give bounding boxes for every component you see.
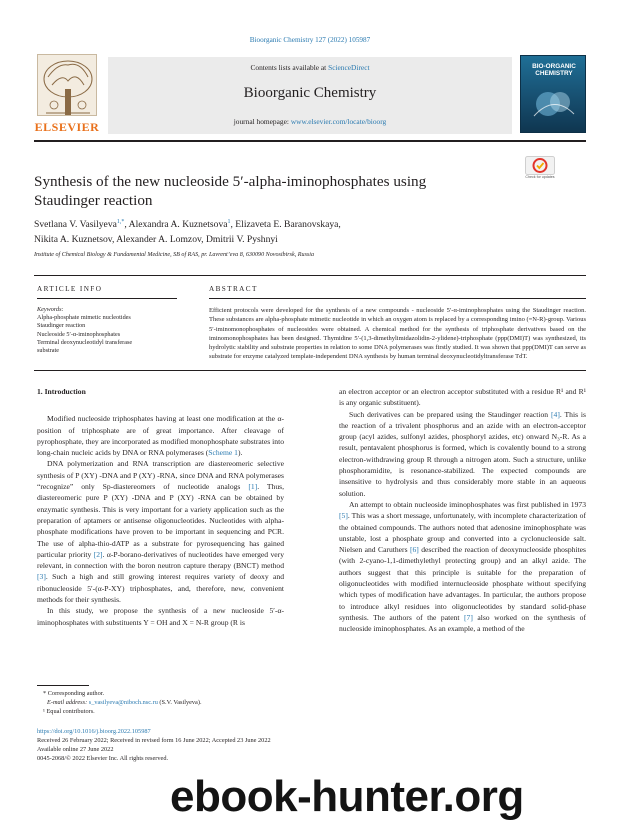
keyword: Staudinger reaction xyxy=(37,322,86,330)
contents-prefix: Contents lists available at xyxy=(250,63,327,72)
body-left-column xyxy=(37,386,284,628)
sciencedirect-link[interactable]: ScienceDirect xyxy=(328,63,370,72)
keywords-label: Keywords: xyxy=(37,306,64,313)
keyword: Terminal deoxynucleotidyl transferase xyxy=(37,338,133,346)
author-list: Svetlana V. Vasilyeva$^{1,*}$, Alexandra A. Kuznetsova$^1$, Elizaveta E. Baranovskaya, Nikita A. Kuznetsov, Alexander A. Lomzov, Dmitrii V. Pyshnyi xyxy=(34,218,341,245)
email-note: E-mail address: s_vasilyeva@niboch.nsc.ru (S.V. Vasilyeva). xyxy=(47,699,202,706)
doi-link[interactable]: https://doi.org/10.1016/j.bioorg.2022.105987 xyxy=(37,728,151,735)
paragraph: an electron acceptor or an electron acceptor substituted with a residue R¹ and R¹ is any organic substituent). xyxy=(339,387,586,408)
section-heading: 1. Introduction xyxy=(37,387,86,396)
citation-link[interactable]: [3] xyxy=(37,572,46,582)
elsevier-tree-icon xyxy=(37,54,97,116)
cover-art-icon xyxy=(530,84,578,124)
keyword: Nucleoside 5′-α-iminophosphates xyxy=(37,330,121,338)
author[interactable]: Alexander A. Lomzov xyxy=(116,234,202,245)
check-for-updates-button[interactable] xyxy=(525,156,555,184)
homepage-line xyxy=(108,102,512,126)
footnote-rule xyxy=(37,685,89,686)
citation-link[interactable]: [5] xyxy=(339,511,348,521)
journal-reference[interactable]: Bioorganic Chemistry 127 (2022) 105987 xyxy=(249,36,371,44)
contents-line xyxy=(108,57,512,72)
homepage-prefix: journal homepage: xyxy=(233,117,289,126)
email-link[interactable]: s_vasilyeva@niboch.nsc.ru xyxy=(88,699,158,706)
author[interactable]: Svetlana V. Vasilyeva$^{1,*}$ xyxy=(34,218,125,230)
citation-link[interactable]: [7] xyxy=(464,612,473,622)
affiliation-rule xyxy=(34,275,586,276)
copyright: 0045-2068/© 2022 Elsevier Inc. All rights reserved. xyxy=(37,755,169,762)
abstract-bottom-rule xyxy=(34,370,586,371)
scheme-link[interactable]: Scheme 1 xyxy=(208,448,238,458)
abstract-rule xyxy=(209,298,586,299)
watermark-text: ebook-hunter.org xyxy=(170,772,524,821)
equal-contributors-note: ¹ Equal contributors. xyxy=(43,708,95,715)
publisher-name: ELSEVIER xyxy=(34,120,100,134)
citation-link[interactable]: [2] xyxy=(93,549,103,559)
journal-cover[interactable] xyxy=(520,55,586,133)
article-info-rule xyxy=(37,298,177,299)
header-rule xyxy=(34,140,586,142)
affiliation: Institute of Chemical Biology & Fundamental Medicine, SB of RAS, pr. Lavrent’eva 8, 630090 Novosibirsk, Russia xyxy=(34,252,315,258)
article-title: Synthesis of the new nucleoside 5′-alpha-iminophosphates using Staudinger reaction xyxy=(34,173,427,209)
paragraph: DNA polymerization and RNA transcription are diastereomeric selective synthesis of P (XY) -DNA and P (XY) -RNA, since DNA and RNA polymerases “recognize” only Sp-diastereomers of nucleotide analogs [1]. Thus, diastereomeric pure P (XY) -DNA and P (XY) -RNA can be obtained by enzymatic synthesis. This is very important for a variety application such as the preparation of aptamers or antisense oligonucleotides. Nucleotides with alpha-phosphate modifications have proven to be important in sequencing and PCR. The use of alpha-thio-dATP as a substrate for pyrosequencing has gained particular priority [2]. α-P-borano-derivatives of nucleotides have emerged very relevant, in connection with the boron neutron capture therapy (BNCT) method [3]. Such a high and still growing interest requires variety of deoxy and ribonucleoside 5′-(α-P-XY) triphosphates, and, therefore, new, convenient methods for their synthesis. xyxy=(37,459,285,605)
cover-title: BIO-ORGANIC CHEMISTRY xyxy=(532,63,576,77)
paragraph: An attempt to obtain nucleoside iminophosphates was first published in 1973 [5]. This was a short message, unfortunately, with incomplete characterization of the obtained compounds. The authors noted that adenosine iminophosphate was unstable, lost a phosphate group and converted into a cyclonucleoside salt. Nielsen and Caruthers [6] described the reaction of deoxynucleoside phosphites (with 2-cyano-1,1-dimethylethyl protecting group) and an alkyl azide. The authors suggest that this principle is suitable for the preparation of oligonucleotides with modified internucleoside phosphate without specifying which types of modification have advantages. In particular, the authors propose to introduce alkyl residues into oligonucleotides by standard solid-phase synthesis. The authors of the patent [7] also worked on the synthesis of nucleoside iminophosphates. As an example, a method of the xyxy=(339,499,586,634)
author[interactable]: Dmitrii V. Pyshnyi xyxy=(205,234,278,245)
keywords xyxy=(37,306,177,355)
author[interactable]: Alexandra A. Kuznetsova$^1$ xyxy=(128,218,231,230)
homepage-link[interactable]: www.elsevier.com/locate/bioorg xyxy=(290,117,387,126)
citation-link[interactable]: [4] xyxy=(551,409,560,419)
article-info-heading: ARTICLE INFO xyxy=(37,285,103,293)
citation-link[interactable]: [6] xyxy=(409,545,419,555)
author[interactable]: Elizaveta E. Baranovskaya xyxy=(235,219,339,230)
watermark xyxy=(170,772,620,824)
author[interactable]: Nikita A. Kuznetsov xyxy=(34,234,112,245)
available-online: Available online 27 June 2022 xyxy=(37,746,114,753)
journal-masthead xyxy=(108,57,512,134)
abstract-text: Efficient protocols were developed for the synthesis of a new compounds - nucleoside 5′-α-iminophosphates using the Staudinger reaction. These substances are alpha-phosphate mimetic nucleotide in which an oxygen atom is replaced by a corresponding imino (=N-R)-group. Various 5′-iminomonophosphates of nucleosides were obtained. A chemical method for the synthesis of triphosphate derivatives based on the iminomonophosphates has been designed. Thymidine 5′-(1,3-dimethylimidazolidin-2-ylidene)-triphosphate (ppp(DMI)T) was synthesized, its hydrolytic stability and substrate properties in relation to some DNA polymerases was firstly studied. It was shown that ppp(DMI)T can serve as substrate for enzyme catalyzed template-independent DNA synthesis by human terminal deoxynucleotidyltransferase TdT. xyxy=(209,307,586,361)
elsevier-logo xyxy=(34,54,100,134)
citation-link[interactable]: [1] xyxy=(248,482,258,492)
paragraph: In this study, we propose the synthesis of a new nucleoside 5′-α-iminophosphates with substituents Y = OH and X = N-R group (R is xyxy=(37,606,284,627)
corresponding-author-note: * Corresponding author. xyxy=(43,690,105,697)
body-right-column xyxy=(339,386,586,635)
check-updates-icon xyxy=(525,156,555,175)
keyword: Alpha-phosphate mimetic nucleotides xyxy=(37,314,131,322)
publication-info xyxy=(37,727,377,763)
paragraph: Such derivatives can be prepared using the Staudinger reaction [4]. This is the reaction of a trivalent phosphorus and an azide with an electron-acceptor group (acyl azides, sulfonyl azides, phosphoryl azides, etc) onward N₃-R. As a result, pentavalent phosphorus is formed, which is covalently bound to a strong electron-withdrawing group R through a nitrogen atom. Such a structure, unlike phosphoramidite, is resonance-stabilized. The expected compounds are insensitive to hydrolysis and thus considerably more stable in an aqueous solution. xyxy=(339,409,586,498)
check-updates-label: Check for updates xyxy=(525,175,555,179)
journal-title: Bioorganic Chemistry xyxy=(243,85,377,101)
abstract-heading: ABSTRACT xyxy=(209,285,258,293)
received-dates: Received 26 February 2022; Received in revised form 16 June 2022; Accepted 23 June 2022 xyxy=(37,737,271,744)
footnotes xyxy=(37,689,337,716)
paragraph: Modified nucleoside triphosphates having at least one modification at the α-position of triphosphate are of great importance. After cleavage of pyrophosphate, they are incorporated as modified monophosphate substrates into long-chain nucleic acids by DNA or RNA polymerases (Scheme 1). xyxy=(37,414,284,458)
keyword: substrate xyxy=(37,347,59,355)
